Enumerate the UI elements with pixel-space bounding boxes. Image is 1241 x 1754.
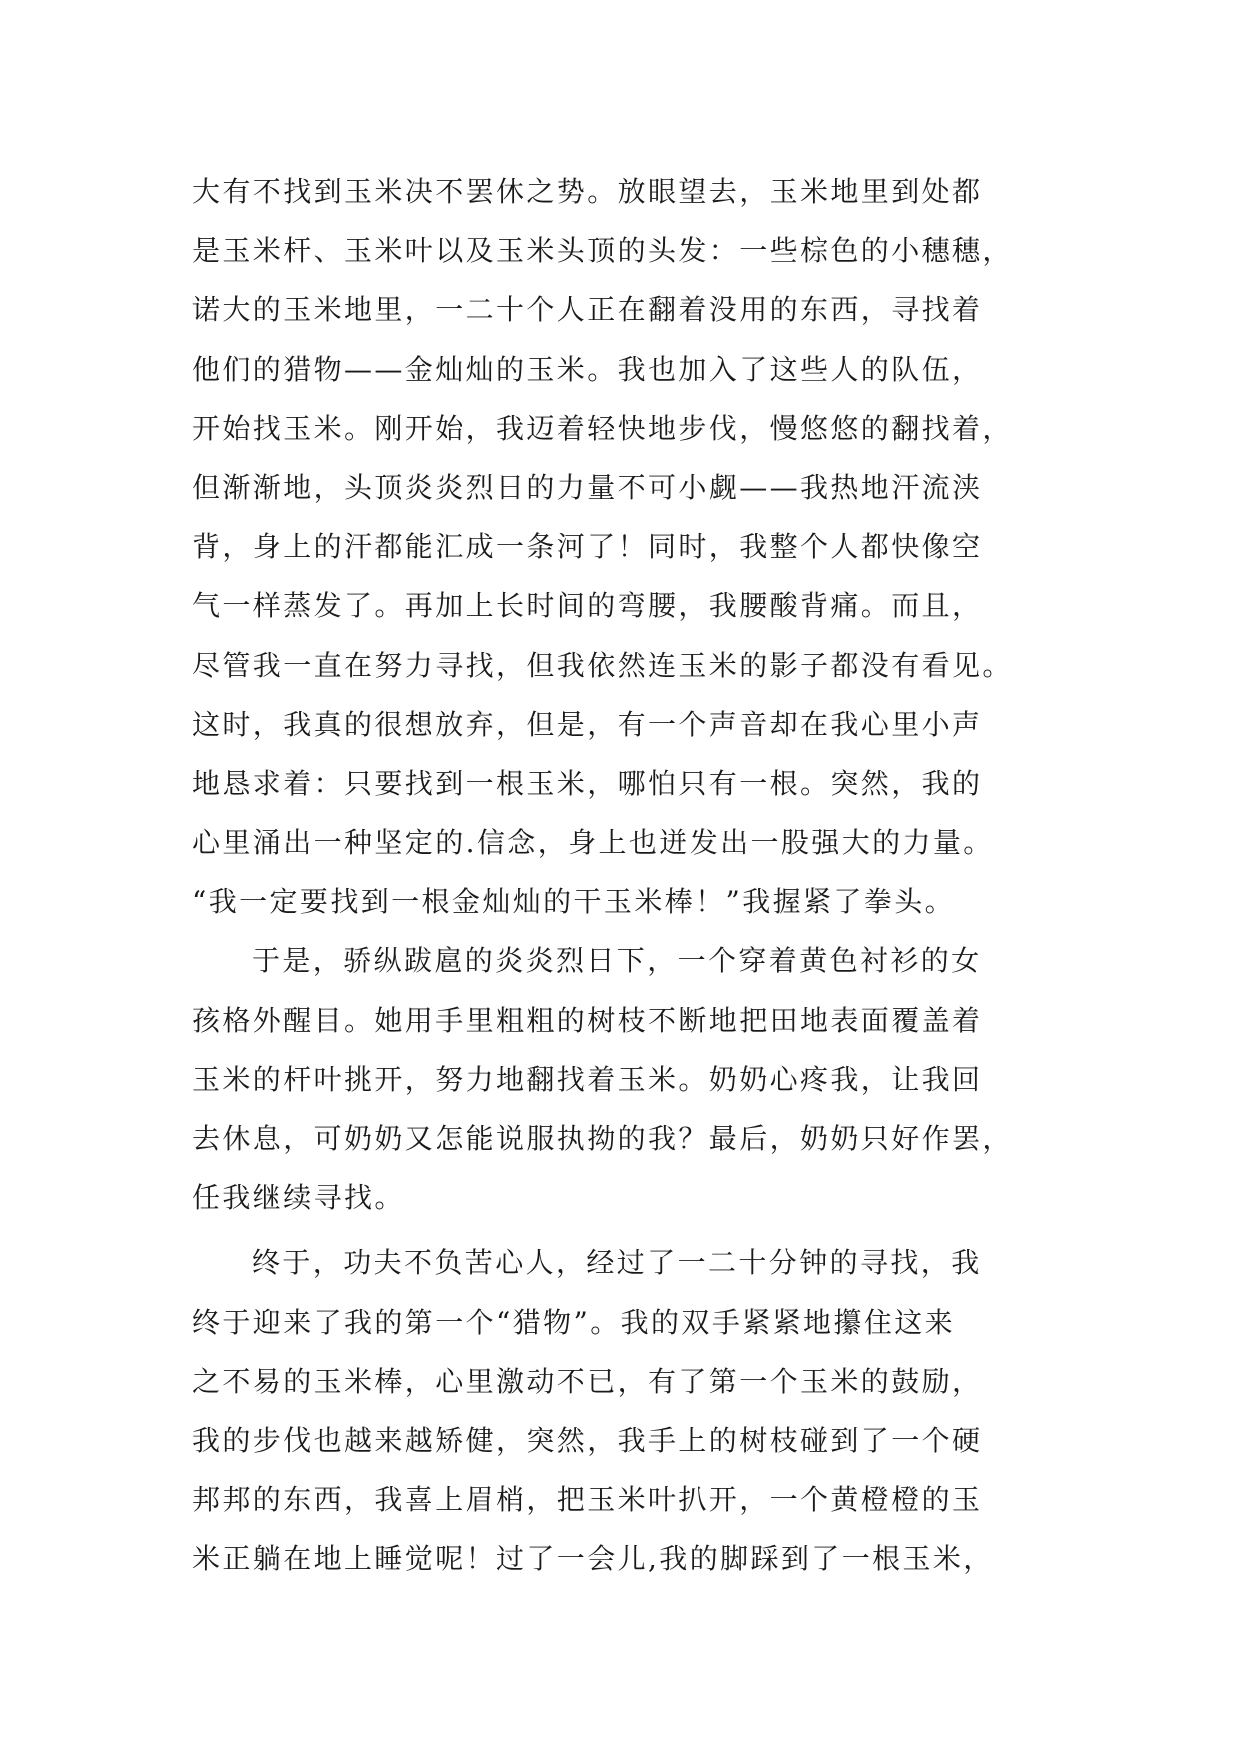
text-line: 开始找玉米。刚开始，我迈着轻快地步伐，慢悠悠的翻找着， (192, 411, 1013, 445)
text-line: “我一定要找到一根金灿灿的干玉米棒！”我握紧了拳头。 (192, 885, 956, 919)
text-line: 是玉米杆、玉米叶以及玉米头顶的头发：一些棕色的小穗穗， (192, 234, 1013, 268)
text-line: 但渐渐地，头顶炎炎烈日的力量不可小觑——我热地汗流浃 (192, 470, 983, 504)
text-line: 诺大的玉米地里，一二十个人正在翻着没用的东西，寻找着 (192, 293, 983, 327)
text-line: 之不易的玉米棒，心里激动不已，有了第一个玉米的鼓励， (192, 1364, 983, 1398)
text-line: 他们的猎物——金灿灿的玉米。我也加入了这些人的队伍， (192, 352, 983, 386)
text-line: 任我继续寻找。 (192, 1181, 405, 1215)
text-line: 背，身上的汗都能汇成一条河了！同时，我整个人都快像空 (192, 530, 983, 564)
text-line: 这时，我真的很想放弃，但是，有一个声音却在我心里小声 (192, 707, 983, 741)
paragraph-first-line: 终于，功夫不负苦心人，经过了一二十分钟的寻找，我 (252, 1246, 982, 1280)
text-line: 我的步伐也越来越矫健，突然，我手上的树枝碰到了一个硬 (192, 1423, 983, 1457)
text-line: 地恳求着：只要找到一根玉米，哪怕只有一根。突然，我的 (192, 766, 983, 800)
text-line: 玉米的杆叶挑开，努力地翻找着玉米。奶奶心疼我，让我回 (192, 1062, 983, 1096)
text-line: 尽管我一直在努力寻找，但我依然连玉米的影子都没有看见。 (192, 648, 1013, 682)
text-line: 气一样蒸发了。再加上长时间的弯腰，我腰酸背痛。而且， (192, 589, 983, 623)
text-line: 邦邦的东西，我喜上眉梢，把玉米叶扒开，一个黄橙橙的玉 (192, 1483, 983, 1517)
paragraph-first-line: 于是，骄纵跋扈的炎炎烈日下，一个穿着黄色衬衫的女 (252, 944, 982, 978)
text-line: 心里涌出一种坚定的.信念，身上也迸发出一股强大的力量。 (192, 826, 994, 860)
text-line: 孩格外醒目。她用手里粗粗的树枝不断地把田地表面覆盖着 (192, 1003, 983, 1037)
text-line: 米正躺在地上睡觉呢！过了一会儿,我的脚踩到了一根玉米， (192, 1542, 994, 1576)
text-line: 大有不找到玉米决不罢休之势。放眼望去，玉米地里到处都 (192, 175, 983, 208)
text-line: 去休息，可奶奶又怎能说服执拗的我？最后，奶奶只好作罢， (192, 1122, 1013, 1155)
body-text (192, 162, 1092, 1589)
text-line: 终于迎来了我的第一个“猎物”。我的双手紧紧地攥住这来 (192, 1305, 956, 1339)
